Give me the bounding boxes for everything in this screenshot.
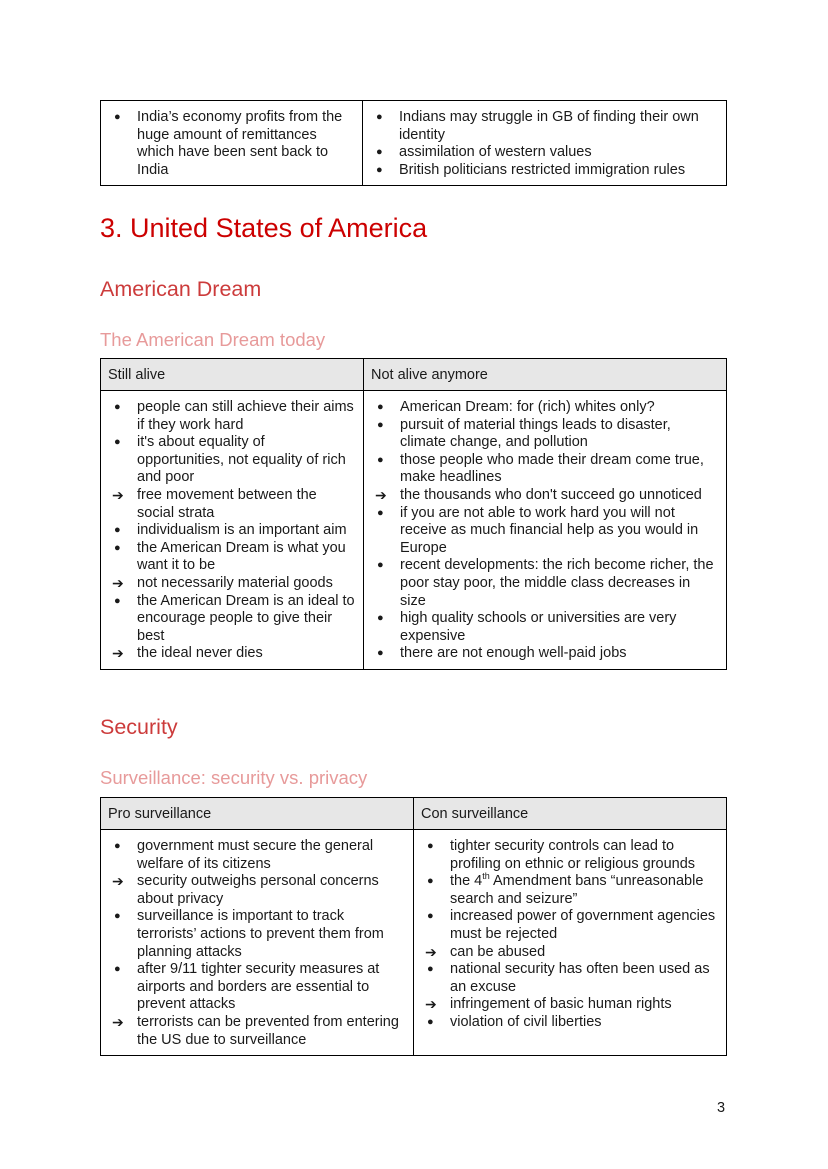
list-item: ● after 9/11 tighter security measures at airports and borders are essential to prevent attacks bbox=[107, 961, 405, 1014]
list-item: ● British politicians restricted immigration rules bbox=[369, 162, 718, 180]
arrow-list-item: ➔ security outweighs personal concerns about privacy bbox=[107, 873, 405, 908]
con-surveillance-cell bbox=[414, 830, 727, 1056]
list-item: ● people can still achieve their aims if they work hard bbox=[107, 399, 355, 434]
list-item: ● it's about equality of opportunities, not equality of rich and poor bbox=[107, 434, 355, 487]
column-header-pro: Pro surveillance bbox=[101, 798, 414, 830]
arrow-list-item: ➔ the ideal never dies bbox=[107, 645, 355, 663]
american-dream-subheading: The American Dream today bbox=[100, 329, 326, 350]
india-table bbox=[100, 100, 727, 186]
pro-surveillance-cell bbox=[101, 830, 414, 1056]
surveillance-subheading: Surveillance: security vs. privacy bbox=[100, 767, 368, 788]
list-item: ● high quality schools or universities are very expensive bbox=[370, 610, 718, 645]
column-header-con: Con surveillance bbox=[414, 798, 727, 830]
list-item: ● those people who made their dream come true, make headlines bbox=[370, 452, 718, 487]
list-item: ● assimilation of western values bbox=[369, 144, 718, 162]
list-item: ● the American Dream is an ideal to encourage people to give their best bbox=[107, 593, 355, 646]
list-item: ● violation of civil liberties bbox=[420, 1014, 718, 1032]
list-item: ● there are not enough well-paid jobs bbox=[370, 645, 718, 663]
arrow-list-item: ➔ the thousands who don't succeed go unnoticed bbox=[370, 487, 718, 505]
american-dream-table bbox=[100, 358, 727, 670]
list-item-amendment bbox=[420, 873, 718, 908]
arrow-list-item: ➔ not necessarily material goods bbox=[107, 575, 355, 593]
india-cons-cell bbox=[363, 101, 727, 186]
amendment-text-start: the 4 bbox=[450, 873, 483, 890]
arrow-list-item: ➔ can be abused bbox=[420, 944, 718, 962]
list-item: ● individualism is an important aim bbox=[107, 522, 355, 540]
security-heading: Security bbox=[100, 715, 178, 739]
list-item: ● recent developments: the rich become richer, the poor stay poor, the middle class decreases in size bbox=[370, 557, 718, 610]
list-item: ● the American Dream is what you want it to be bbox=[107, 540, 355, 575]
amendment-superscript: th bbox=[482, 871, 490, 882]
list-item: ● national security has often been used as an excuse bbox=[420, 961, 718, 996]
column-header-not-alive: Not alive anymore bbox=[364, 359, 727, 391]
column-header-still-alive: Still alive bbox=[101, 359, 364, 391]
arrow-list-item: ➔ terrorists can be prevented from entering the US due to surveillance bbox=[107, 1014, 405, 1049]
india-pros-cell bbox=[101, 101, 363, 186]
list-item: ● surveillance is important to track terrorists’ actions to prevent them from planning attacks bbox=[107, 908, 405, 961]
section-heading: 3. United States of America bbox=[100, 213, 428, 243]
list-item: ● American Dream: for (rich) whites only? bbox=[370, 399, 718, 417]
page-number: 3 bbox=[717, 1100, 726, 1116]
list-item: ● increased power of government agencies must be rejected bbox=[420, 908, 718, 943]
arrow-list-item: ➔ free movement between the social strata bbox=[107, 487, 355, 522]
list-item: ● Indians may struggle in GB of finding their own identity bbox=[369, 109, 718, 144]
surveillance-table bbox=[100, 797, 727, 1056]
not-alive-cell bbox=[364, 391, 727, 670]
list-item: ● pursuit of material things leads to disaster, climate change, and pollution bbox=[370, 417, 718, 452]
arrow-list-item: ➔ infringement of basic human rights bbox=[420, 996, 718, 1014]
list-item: ● tighter security controls can lead to profiling on ethnic or religious grounds bbox=[420, 838, 718, 873]
list-item: ● government must secure the general welfare of its citizens bbox=[107, 838, 405, 873]
american-dream-heading: American Dream bbox=[100, 277, 262, 301]
list-item: ● if you are not able to work hard you will not receive as much financial help as you would in Europe bbox=[370, 505, 718, 558]
amendment-text-end: Amendment bans “unreasonable search and seizure” bbox=[450, 873, 704, 907]
list-item: ● India’s economy profits from the huge amount of remittances which have been sent back to India bbox=[107, 109, 354, 179]
still-alive-cell bbox=[101, 391, 364, 670]
